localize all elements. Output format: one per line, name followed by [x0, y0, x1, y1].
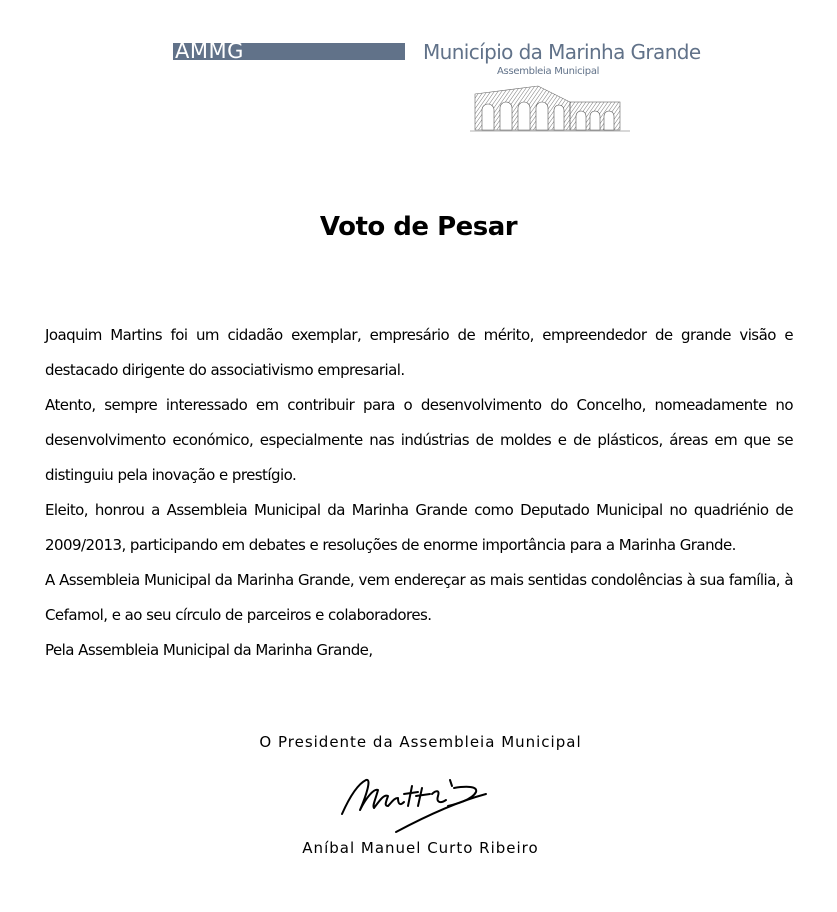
- municipality-title: Município da Marinha Grande: [423, 40, 701, 64]
- building-illustration-icon: [470, 84, 632, 134]
- paragraph: Eleito, honrou a Assembleia Municipal da Marinha Grande como Deputado Municipal no quadriénio de 2009/2013, participando em debates e resoluções de enorme importância para a Marinha Grande.: [45, 501, 793, 554]
- signature-block: [0, 730, 837, 860]
- document-title: Voto de Pesar: [319, 212, 518, 242]
- paragraph: Joaquim Martins foi um cidadão exemplar, empresário de mérito, empreendedor de grande visão e destacado dirigente do associativismo empresarial.: [45, 326, 793, 379]
- signatory-role: O Presidente da Assembleia Municipal: [259, 733, 582, 751]
- paragraph: Pela Assembleia Municipal da Marinha Grande,: [45, 641, 373, 659]
- ammg-logo-text: AMMG: [175, 39, 244, 63]
- document-body: [45, 318, 793, 668]
- municipality-subtitle: Assembleia Municipal: [497, 66, 600, 77]
- signatory-name: Aníbal Manuel Curto Ribeiro: [302, 839, 539, 857]
- ammg-logo-bar: [173, 39, 405, 63]
- letterhead: [0, 0, 837, 150]
- paragraph: Atento, sempre interessado em contribuir para o desenvolvimento do Concelho, nomeadamente no desenvolvimento económico, especialmente nas indústrias de moldes e de plásticos, áreas em que se distinguiu pela inovação e prestígio.: [45, 396, 793, 484]
- handwritten-signature-icon: [336, 766, 506, 836]
- paragraph: A Assembleia Municipal da Marinha Grande, vem endereçar as mais sentidas condolências à sua família, à Cefamol, e ao seu círculo de parceiros e colaboradores.: [45, 571, 793, 624]
